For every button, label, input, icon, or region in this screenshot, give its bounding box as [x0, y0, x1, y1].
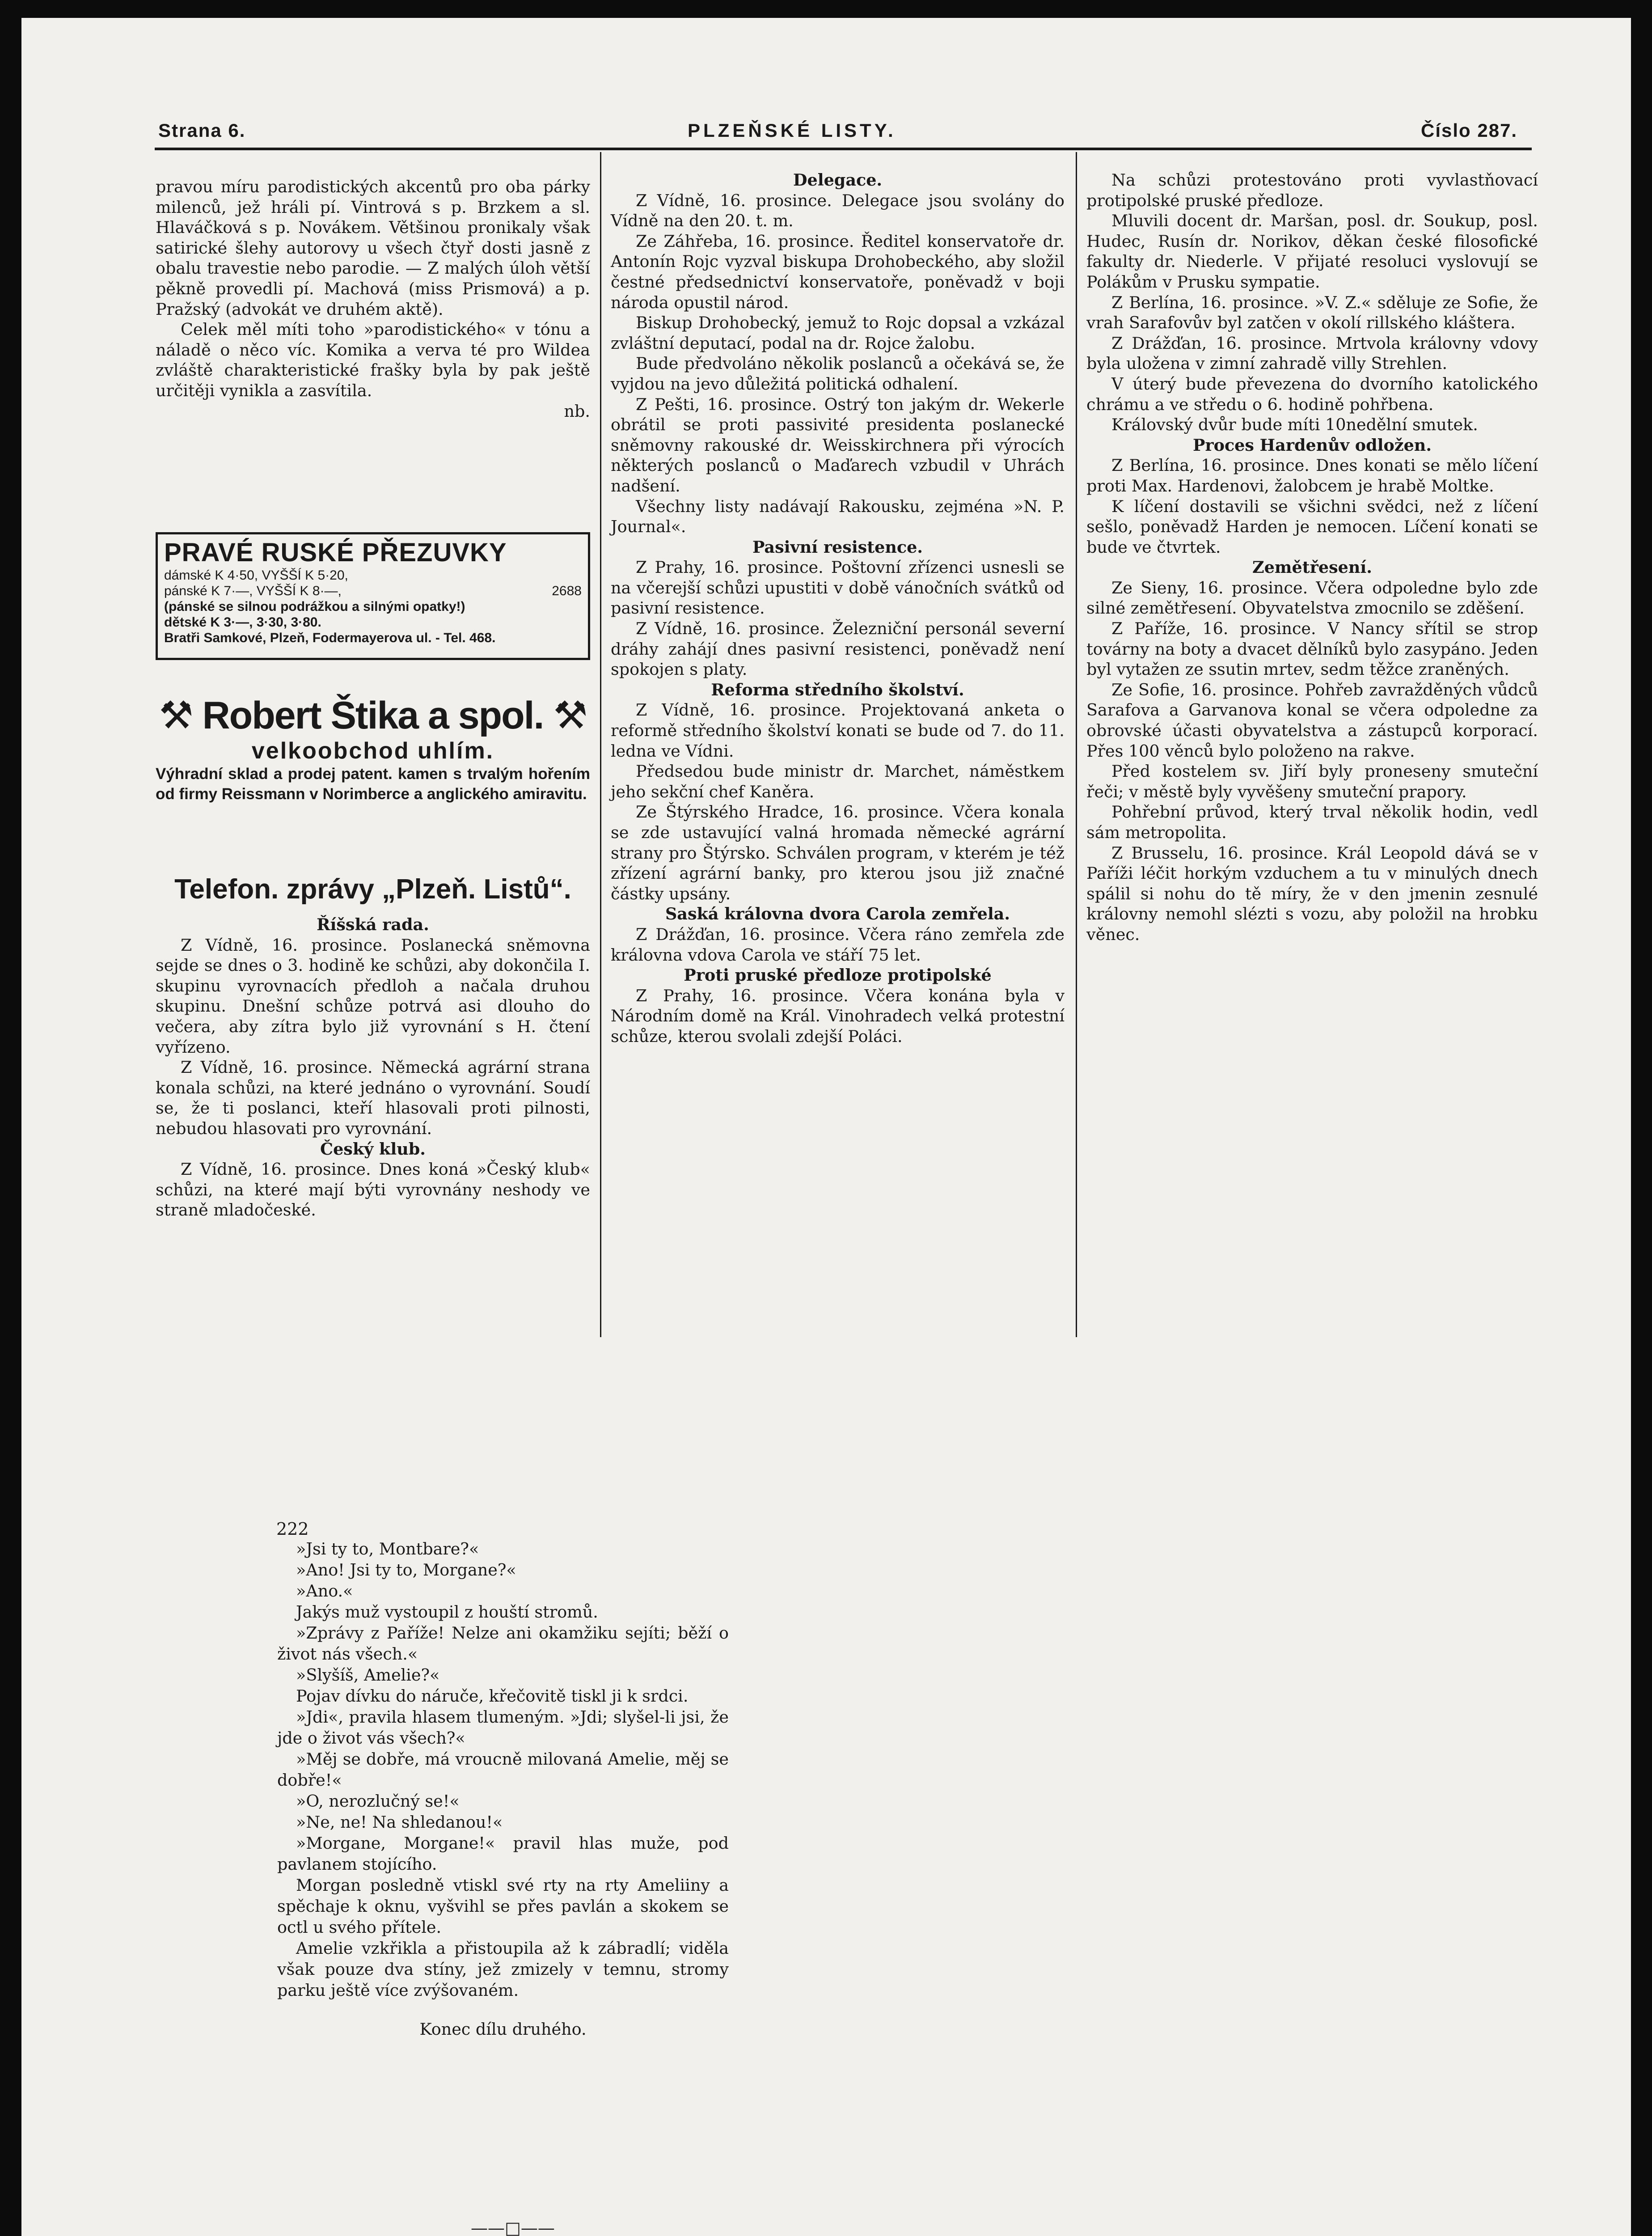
novel-paragraph: »Morgane, Morgane!« pravil hlas muže, pod pavlanem stojícího. [277, 1834, 729, 1874]
news-paragraph: Z Paříže, 16. prosince. V Nancy sřítil se strop továrny na boty a dvacet dělníků bylo zasypáno. Jeden byl vytažen ze ssutin mrtev, sedm těžce zraněných. [1086, 619, 1538, 679]
news-paragraph: Z Vídně, 16. prosince. Poslanecká sněmovna sejde se dnes o 3. hodině ke schůzi, aby dokončila I. skupinu vyrovnacích předloh a načala druhou skupinu. Dnešní schůze potrvá asi dlouho do večera, aby zítra bylo již vyrovnání s H. čtení vyřízeno. [156, 935, 590, 1057]
news-paragraph: Z Berlína, 16. prosince. »V. Z.« sděluje ze Sofie, že vrah Sarafovův byl zatčen v okolí rillského kláštera. [1086, 292, 1538, 333]
novel-excerpt [277, 1538, 729, 2040]
novel-paragraph: Jakýs muž vystoupil z houští stromů. [296, 1602, 598, 1622]
news-paragraph: Z Brusselu, 16. prosince. Král Leopold dává se v Paříži léčit horkým vzduchem a tu v minulých dnech spálil si nohu do tě míry, že v den jmenin zesnulé královny nemohl slézti s vozu, aby položil na hrobku věnec. [1086, 843, 1538, 944]
column-3-news [1086, 170, 1538, 945]
masthead-title: PLZEŇSKÉ LISTY. [688, 120, 896, 141]
novel-paragraph: Amelie vzkřikla a přistoupila až k zábradlí; viděla však pouze dva stíny, jež zmizely v temnu, stromy parku ještě více zvýšovaném. [277, 1939, 729, 2000]
hammer-pick-icon: ⚒ [553, 694, 587, 737]
news-paragraph: Z Vídně, 16. prosince. Dnes koná »Český klub« schůzi, na které mají býti vyrovnány neshody ve straně mladočeské. [156, 1160, 590, 1220]
ad-line: dámské K 4·50, VYŠŠÍ K 5·20, [164, 568, 348, 583]
news-paragraph: Z Drážďan, 16. prosince. Včera ráno zemřela zde královna vdova Carola ve stáří 75 let. [611, 924, 1065, 965]
novel-paragraph: »Zprávy z Paříže! Nelze ani okamžiku sejíti; běží o život nás všech.« [277, 1623, 729, 1664]
section-heading: Reforma středního školství. [711, 680, 964, 699]
novel-paragraph: »Ano.« [296, 1581, 353, 1601]
news-paragraph: Ze Štýrského Hradce, 16. prosince. Včera konala se zde ustavující valná hromada německé agrární strany pro Štýrsko. Schválen program, v kterém je též zřízení agrární banky, pro kterou jsou již značné částky upsány. [611, 802, 1065, 903]
column-1-article [156, 177, 590, 421]
article-paragraph: pravou míru parodistických akcentů pro oba párky milenců, jež hráli pí. Vintrová s p. Brzkem a sl. Hlaváčková s p. Novákem. Většinou pronikaly však satirické šlehy autorovy u všech čtyř dosti jasně z obalu travestie nebo parodie. — Z malých úloh větší pěkně provedli pí. Machová (miss Prismová) a p. Pražský (advokát ve druhém aktě). [156, 177, 590, 319]
page-label: Strana 6. [158, 120, 246, 141]
news-paragraph: Ze Sieny, 16. prosince. Včera odpoledne bylo zde silné zemětřesení. Obyvatelstva zmocnilo se zděšení. [1086, 578, 1538, 618]
novel-page-number: 222 [276, 1519, 309, 1539]
ad-footer: Bratři Samkové, Plzeň, Fodermayerova ul. - Tel. 468. [164, 631, 496, 645]
article-paragraph: Celek měl míti toho »parodistického« v tónu a náladě o něco víc. Komika a verva té pro Wildea zvláště charakteristické frašky byla by pak ještě určitěji vynikla a zasvítila. [156, 320, 590, 400]
news-paragraph: Před kostelem sv. Jiří byly proneseny smuteční řeči; v městě byly vyvěšeny smuteční prapory. [1086, 762, 1538, 801]
section-heading: Proti pruské předloze protipolské [684, 966, 992, 985]
news-paragraph: Všechny listy nadávají Rakousku, zejména »N. P. Journal«. [611, 496, 1065, 537]
news-paragraph: Z Vídně, 16. prosince. Železniční personál severní dráhy zahájí dnes pasivní resistenci, poněvadž není spokojen s platy. [611, 619, 1065, 679]
hammer-pick-icon: ⚒ [159, 694, 193, 737]
news-paragraph: Na schůzi protestováno proti vyvlastňovací protipolské pruské předloze. [1086, 170, 1538, 210]
news-paragraph: Biskup Drohobecký, jemuž to Rojc dopsal a vzkázal zvláštní deputací, podal na dr. Rojce žalobu. [611, 313, 1065, 353]
ad-number: 2688 [552, 584, 582, 598]
author-signature: nb. [564, 401, 590, 421]
column-divider [1076, 152, 1077, 1337]
ad-description: Výhradní sklad a prodej patent. kamen s trvalým hořením od firmy Reissmann v Norimberce a anglického amiravitu. [156, 765, 590, 803]
novel-paragraph: »O, nerozlučný se!« [296, 1791, 460, 1811]
newspaper-page [21, 18, 1631, 2236]
news-paragraph: Z Drážďan, 16. prosince. Mrtvola královny vdovy byla uložena v zimní zahradě villy Strehlen. [1086, 333, 1538, 373]
novel-paragraph: »Jsi ty to, Montbare?« [296, 1539, 479, 1558]
novel-end-line: Konec dílu druhého. [419, 2020, 587, 2039]
news-paragraph: K líčení dostavili se všichni svědci, než z líčení sešlo, poněvadž Harden je nemocen. Líčení konati se bude ve čtvrtek. [1086, 496, 1538, 557]
novel-paragraph: Morgan posledně vtiskl své rty na rty Ameliiny a spěchaje k oknu, vyšvihl se přes pavlán a skokem se octl u svého přítele. [277, 1876, 729, 1937]
news-paragraph: Z Vídně, 16. prosince. Delegace jsou svolány do Vídně na den 20. t. m. [611, 191, 1065, 231]
header-rule [155, 148, 1532, 150]
news-paragraph: Mluvili docent dr. Maršan, posl. dr. Soukup, posl. Hudec, Rusín dr. Norikov, děkan české filosofické fakulty dr. Niederle. V přijaté resoluci vyslovují se Polákům v Prusku sympatie. [1086, 211, 1538, 292]
column-1-news [156, 915, 590, 1220]
column-divider [600, 152, 601, 1337]
column-2-news [611, 170, 1065, 1047]
novel-paragraph: »Slyšíš, Amelie?« [296, 1665, 440, 1685]
slippers-advertisement [156, 532, 590, 660]
novel-paragraph: »Ano! Jsi ty to, Morgane?« [296, 1560, 516, 1580]
novel-paragraph: »Jdi«, pravila hlasem tlumeným. »Jdi; slyšel-li jsi, že jde o život vás všech?« [277, 1707, 729, 1748]
section-heading: Zemětřesení. [1252, 558, 1372, 577]
ad-line: (pánské se silnou podrážkou a silnými opatky!) [164, 599, 465, 614]
novel-paragraph: »Měj se dobře, má vroucně milovaná Amelie, měj se dobře!« [277, 1749, 729, 1790]
news-paragraph: Z Vídně, 16. prosince. Německá agrární strana konala schůzi, na které jednáno o vyrovnání. Soudí se, že ti poslanci, kteří hlasovali proti pilnosti, nebudou hlasovati pro vyrovnání. [156, 1058, 590, 1138]
news-paragraph: Ze Záhřeba, 16. prosince. Ředitel konservatoře dr. Antonín Rojc vyzval biskupa Drohobeckého, aby složil čestné předsednictví konservatoře, poněvadž v boji národa opustil národ. [611, 231, 1065, 312]
news-paragraph: Bude předvoláno několik poslanců a očekává se, že vyjdou na jevo důležitá politická odhalení. [611, 354, 1065, 394]
ad-title: PRAVÉ RUSKÉ PŘEZUVKY [164, 538, 507, 567]
news-paragraph: V úterý bude převezena do dvorního katolického chrámu a ve středu o 6. hodině pohřbena. [1086, 374, 1538, 414]
news-paragraph: Z Pešti, 16. prosince. Ostrý ton jakým dr. Wekerle obrátil se proti passivité presidenta poslanecké sněmovny rakouské dr. Weisskirchnera při výrocích některých poslanců o Maďarech vzbudil v Uhrách nadšení. [611, 394, 1065, 495]
news-paragraph: Z Prahy, 16. prosince. Včera konána byla v Národním domě na Král. Vinohradech velká protestní schůze, kterou svolali zdejší Poláci. [611, 986, 1065, 1046]
section-heading: Proces Hardenův odložen. [1192, 435, 1432, 455]
section-heading: Říšská rada. [317, 915, 429, 934]
news-paragraph: Předsedou bude ministr dr. Marchet, náměstkem jeho sekční chef Kaněra. [611, 762, 1065, 801]
news-paragraph: Ze Sofie, 16. prosince. Pohřeb zavražděných vůdců Sarafova a Garvanova konal se včera odpoledne za obrovské účasti obyvatelstva a zástupců korporací. Přes 100 věnců bylo položeno na rakve. [1086, 680, 1538, 761]
section-heading: Pasivní resistence. [752, 537, 923, 557]
coal-advertisement [156, 693, 590, 804]
ad-line: dětské K 3·—, 3·30, 3·80. [164, 615, 321, 630]
news-paragraph: Královský dvůr bude míti 10nedělní smutek. [1111, 415, 1478, 435]
issue-number: Číslo 287. [1421, 120, 1518, 141]
news-paragraph: Pohřební průvod, který trval několik hodin, vedl sám metropolita. [1086, 802, 1538, 842]
telegrams-heading: Telefon. zprávy „Plzeň. Listů“. [174, 874, 571, 905]
news-paragraph: Z Prahy, 16. prosince. Poštovní zřízenci usnesli se na včerejší schůzi upustiti v době vánočních svátků od pasivní resistence. [611, 558, 1065, 618]
end-ornament: ——□—— [471, 2218, 555, 2236]
news-paragraph: Z Vídně, 16. prosince. Projektovaná anketa o reformě středního školství konati se bude od 7. do 11. ledna ve Vídni. [611, 700, 1065, 761]
ad-line: pánské K 7·—, VYŠŠÍ K 8·—, [164, 584, 342, 598]
section-heading: Delegace. [793, 170, 883, 190]
news-paragraph: Z Berlína, 16. prosince. Dnes konati se mělo líčení proti Max. Hardenovi, žalobcem je hrabě Moltke. [1086, 456, 1538, 495]
novel-paragraph: »Ne, ne! Na shledanou!« [296, 1813, 503, 1832]
section-heading: Saská královna dvora Carola zemřela. [665, 904, 1010, 924]
novel-paragraph: Pojav dívku do náruče, křečovitě tiskl ji k srdci. [296, 1686, 689, 1706]
ad-subtitle: velkoobchod uhlím. [251, 738, 494, 764]
section-heading: Český klub. [320, 1139, 426, 1159]
ad-company-name: Robert Štika a spol. [202, 694, 544, 737]
